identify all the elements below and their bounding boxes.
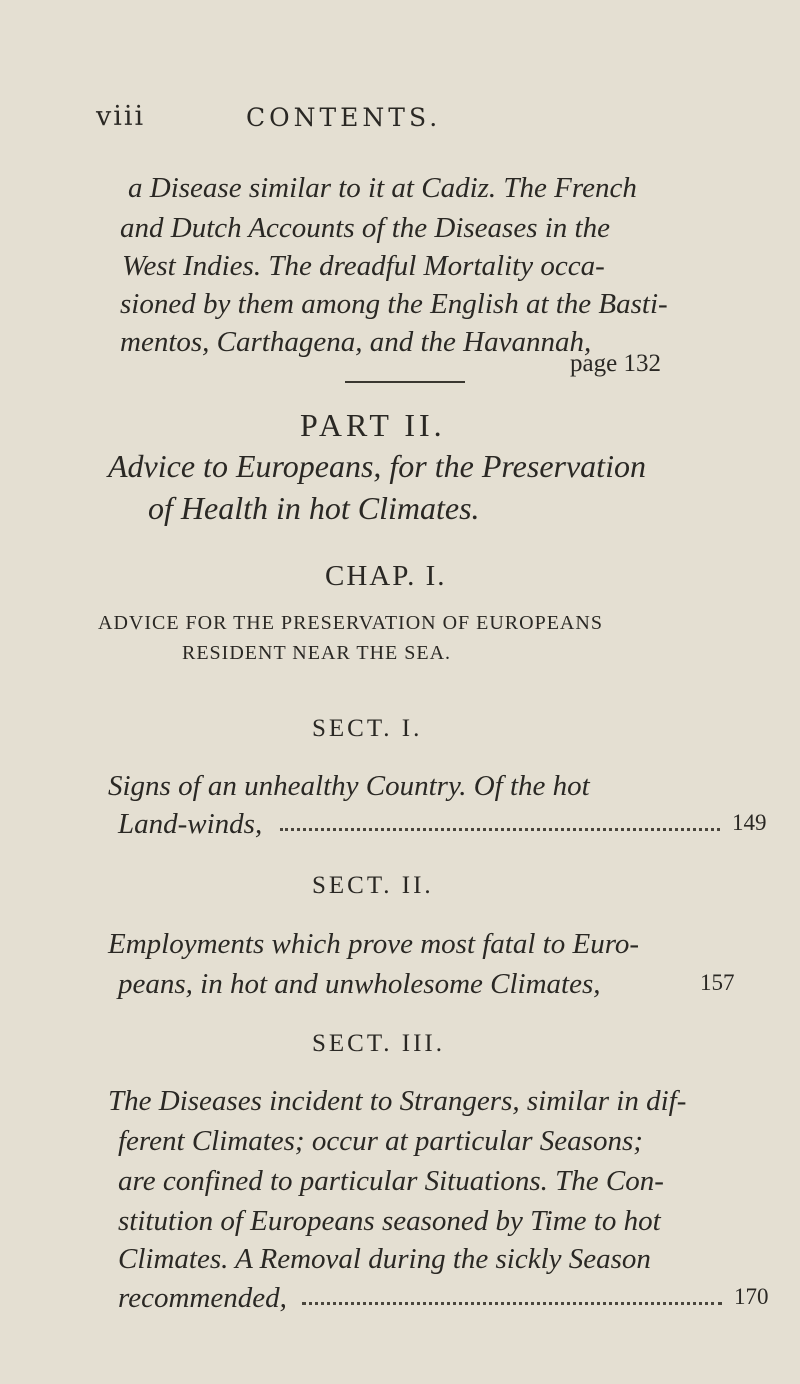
page-reference: page 132 <box>570 350 661 377</box>
entry-line: are confined to particular Situations. The Con- <box>118 1165 664 1197</box>
page-reference: 157 <box>700 970 735 995</box>
entry-line: recommended, <box>118 1282 287 1314</box>
entry-line: Climates. A Removal during the sickly Season <box>118 1243 651 1275</box>
entry-line: mentos, Carthagena, and the Havannah, <box>120 326 592 358</box>
entry-line: stitution of Europeans seasoned by Time to hot <box>118 1205 661 1237</box>
entry-line: peans, in hot and unwholesome Climates, <box>118 968 601 1000</box>
part-subtitle: Advice to Europeans, for the Preservation <box>108 448 646 484</box>
entry-line: West Indies. The dreadful Mortality occa- <box>122 250 605 282</box>
entry-line: ferent Climates; occur at particular Seasons; <box>118 1125 643 1157</box>
section-heading: SECT. III. <box>312 1030 445 1057</box>
page-reference: 170 <box>734 1284 769 1309</box>
entry-line: sioned by them among the English at the Basti- <box>120 288 668 320</box>
entry-line: Employments which prove most fatal to Euro- <box>108 928 640 960</box>
section-heading: SECT. II. <box>312 872 434 899</box>
page-reference: 149 <box>732 810 767 835</box>
page-number: viii <box>96 101 146 132</box>
section-heading: SECT. I. <box>312 715 423 742</box>
dot-leader <box>280 820 720 831</box>
entry-line: The Diseases incident to Strangers, similar in dif- <box>108 1085 687 1117</box>
chapter-title: ADVICE FOR THE PRESERVATION OF EUROPEANS <box>98 612 603 634</box>
chapter-title: RESIDENT NEAR THE SEA. <box>182 642 452 664</box>
chapter-heading: CHAP. I. <box>325 560 447 592</box>
page-header <box>96 101 696 141</box>
part-heading: PART II. <box>300 407 446 443</box>
entry-line: Signs of an unhealthy Country. Of the hot <box>108 770 590 802</box>
part-subtitle: of Health in hot Climates. <box>148 490 480 526</box>
entry-line: a Disease similar to it at Cadiz. The French <box>128 172 637 204</box>
running-title: CONTENTS. <box>246 103 442 132</box>
entry-line: Land-winds, <box>118 808 263 840</box>
entry-line: and Dutch Accounts of the Diseases in the <box>120 212 610 244</box>
section-divider <box>345 381 465 383</box>
dot-leader <box>302 1294 722 1305</box>
